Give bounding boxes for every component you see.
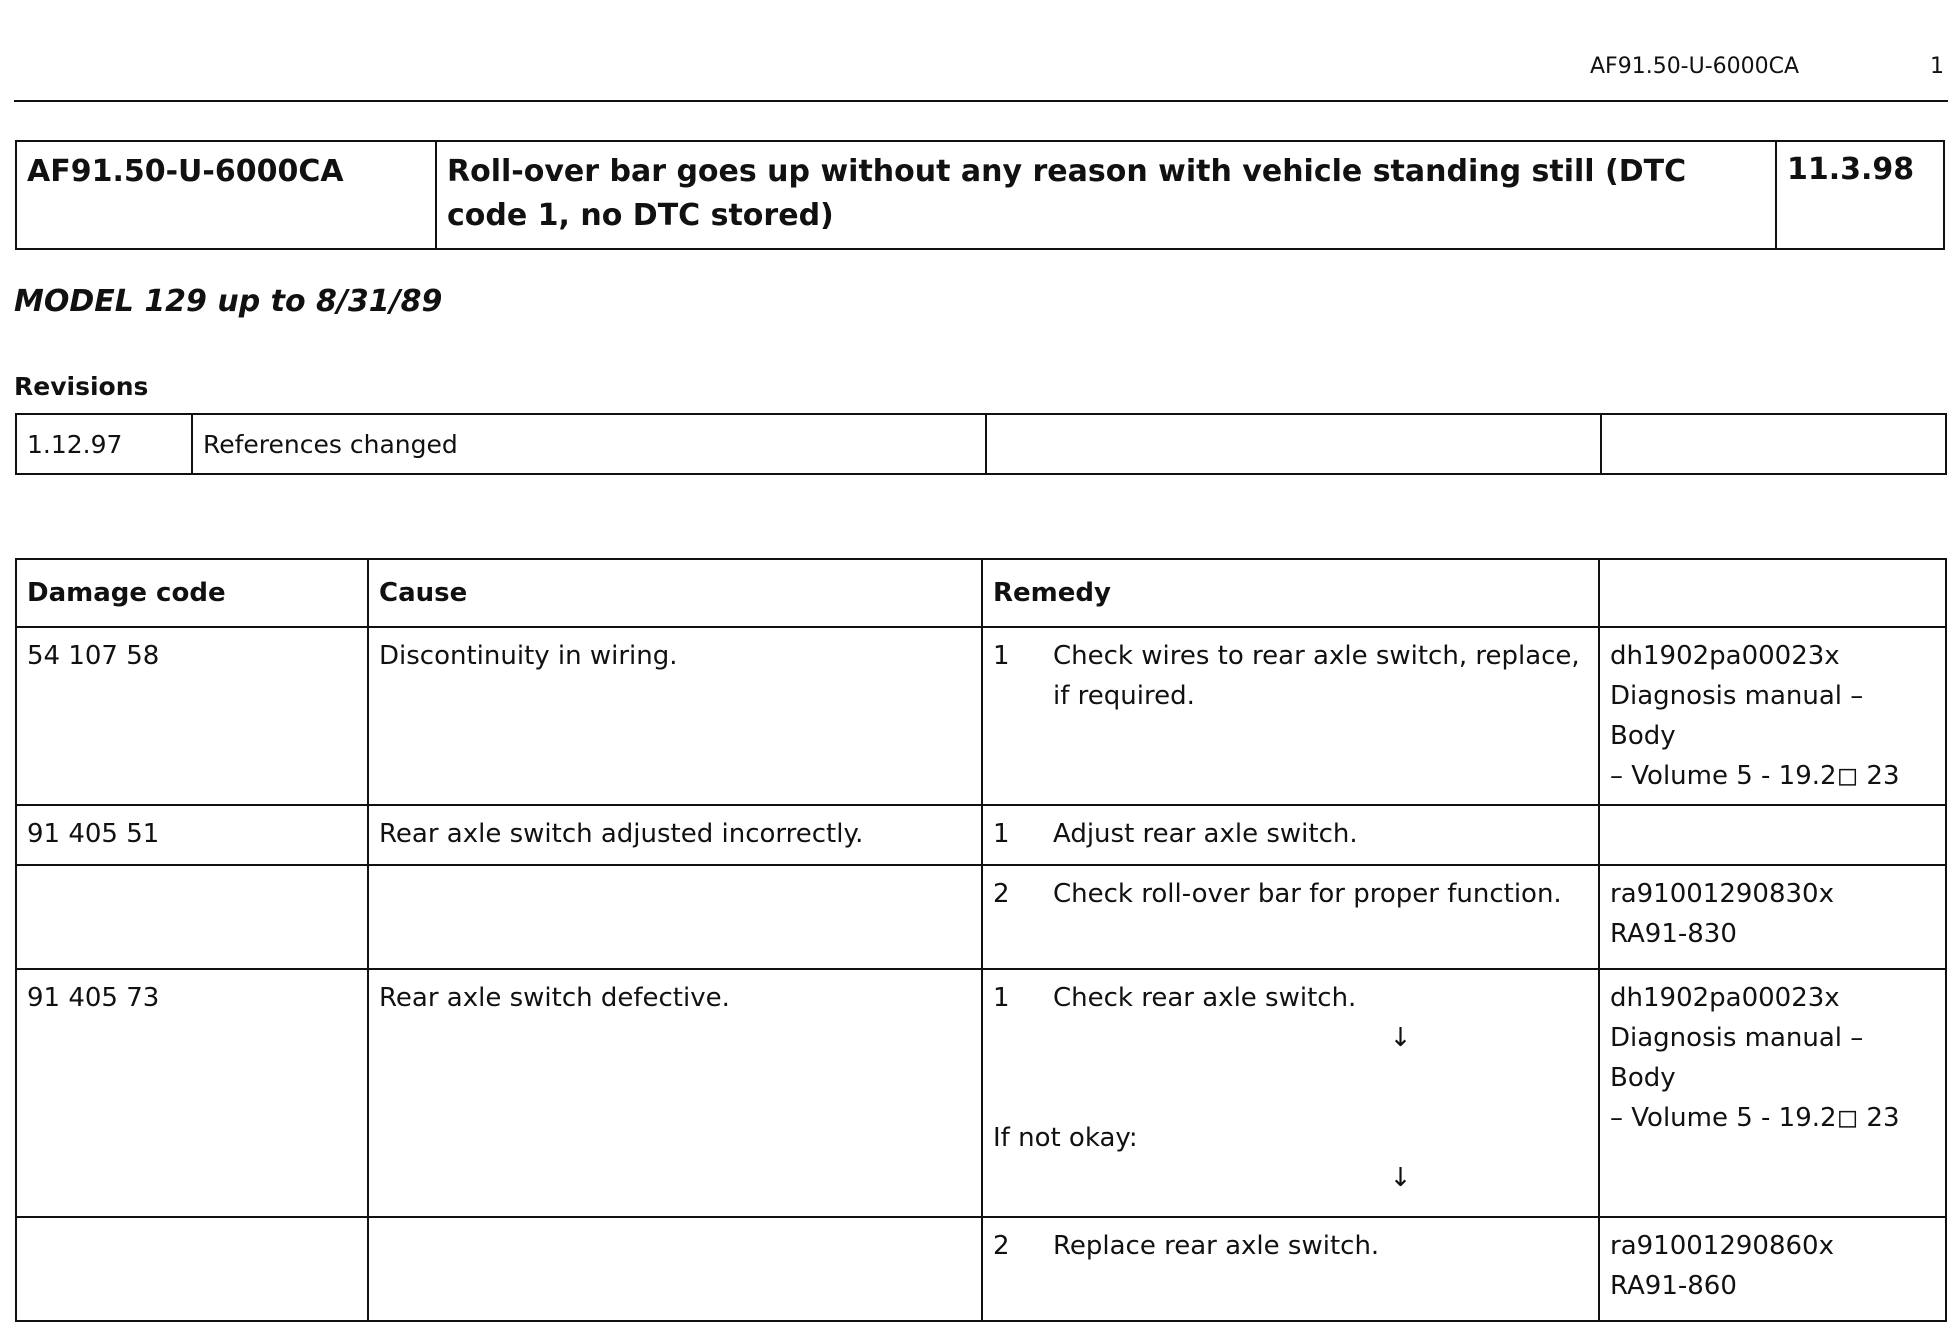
remedy [982, 805, 1599, 865]
model-heading: MODEL 129 up to 8/31/89 [14, 284, 443, 319]
cause: Discontinuity in wiring. [368, 627, 982, 805]
arrow-down-icon: ↓ [1389, 1023, 1412, 1053]
arrow-down-icon: ↓ [1389, 1163, 1412, 1193]
cause [368, 865, 982, 969]
reference-line: Diagnosis manual – Body [1610, 1023, 1864, 1093]
damage-code [16, 865, 368, 969]
step-number: 2 [993, 879, 1010, 909]
header-remedy: Remedy [982, 559, 1599, 627]
step-number: 1 [993, 983, 1010, 1013]
reference-line: Diagnosis manual – Body [1610, 681, 1864, 751]
title-box [15, 140, 1945, 250]
cause: Rear axle switch defective. [368, 969, 982, 1217]
remedy [982, 969, 1599, 1217]
header-cause: Cause [368, 559, 982, 627]
title-date: 11.3.98 [1787, 152, 1915, 187]
table-header-row [16, 559, 1946, 627]
reference-line: dh1902pa00023x [1610, 983, 1840, 1013]
condition-text: If not okay: [993, 1123, 1138, 1153]
step-number: 2 [993, 1231, 1010, 1261]
reference [1599, 805, 1946, 865]
revisions-table [15, 413, 1947, 475]
reference-line: – Volume 5 - 19.2◻ 23 [1610, 761, 1900, 791]
cause [368, 1217, 982, 1321]
step-text: Check roll-over bar for proper function. [1053, 879, 1562, 909]
reference-line: ra91001290830x [1610, 879, 1834, 909]
reference [1599, 969, 1946, 1217]
step-text: Check wires to rear axle switch, replace, if required. [1053, 641, 1580, 711]
header-doc-code: AF91.50-U-6000CA [1590, 54, 1800, 79]
remedy [982, 865, 1599, 969]
revision-row [16, 414, 1946, 474]
step-text: Replace rear axle switch. [1053, 1231, 1380, 1261]
reference-line: dh1902pa00023x [1610, 641, 1840, 671]
revisions-heading: Revisions [14, 372, 149, 401]
revision-col4 [1601, 414, 1946, 474]
table-row [16, 805, 1946, 865]
title-code: AF91.50-U-6000CA [17, 142, 437, 248]
reference [1599, 627, 1946, 805]
table-row [16, 627, 1946, 805]
remedy [982, 1217, 1599, 1321]
step-number: 1 [993, 641, 1010, 671]
cause: Rear axle switch adjusted incorrectly. [368, 805, 982, 865]
header-reference [1599, 559, 1946, 627]
step-text: Check rear axle switch. [1053, 983, 1357, 1013]
reference-line: RA91-860 [1610, 1271, 1737, 1301]
damage-code [16, 1217, 368, 1321]
title-text: Roll-over bar goes up without any reason with vehicle standing still (DTC code 1, no DTC stored) [437, 142, 1777, 248]
reference-line: ra91001290860x [1610, 1231, 1834, 1261]
step-text: Adjust rear axle switch. [1053, 819, 1358, 849]
page-number: 1 [1930, 54, 1944, 79]
reference-line: – Volume 5 - 19.2◻ 23 [1610, 1103, 1900, 1133]
table-row [16, 969, 1946, 1217]
reference [1599, 865, 1946, 969]
damage-table [15, 558, 1947, 1322]
damage-code: 91 405 51 [16, 805, 368, 865]
revision-text: References changed [192, 414, 986, 474]
step-number: 1 [993, 819, 1010, 849]
damage-code: 91 405 73 [16, 969, 368, 1217]
table-row [16, 865, 1946, 969]
header-damage-code: Damage code [16, 559, 368, 627]
header-rule [14, 100, 1948, 102]
reference [1599, 1217, 1946, 1321]
remedy [982, 627, 1599, 805]
revision-col3 [986, 414, 1601, 474]
revision-date: 1.12.97 [16, 414, 192, 474]
table-row [16, 1217, 1946, 1321]
reference-line: RA91-830 [1610, 919, 1737, 949]
damage-code: 54 107 58 [16, 627, 368, 805]
